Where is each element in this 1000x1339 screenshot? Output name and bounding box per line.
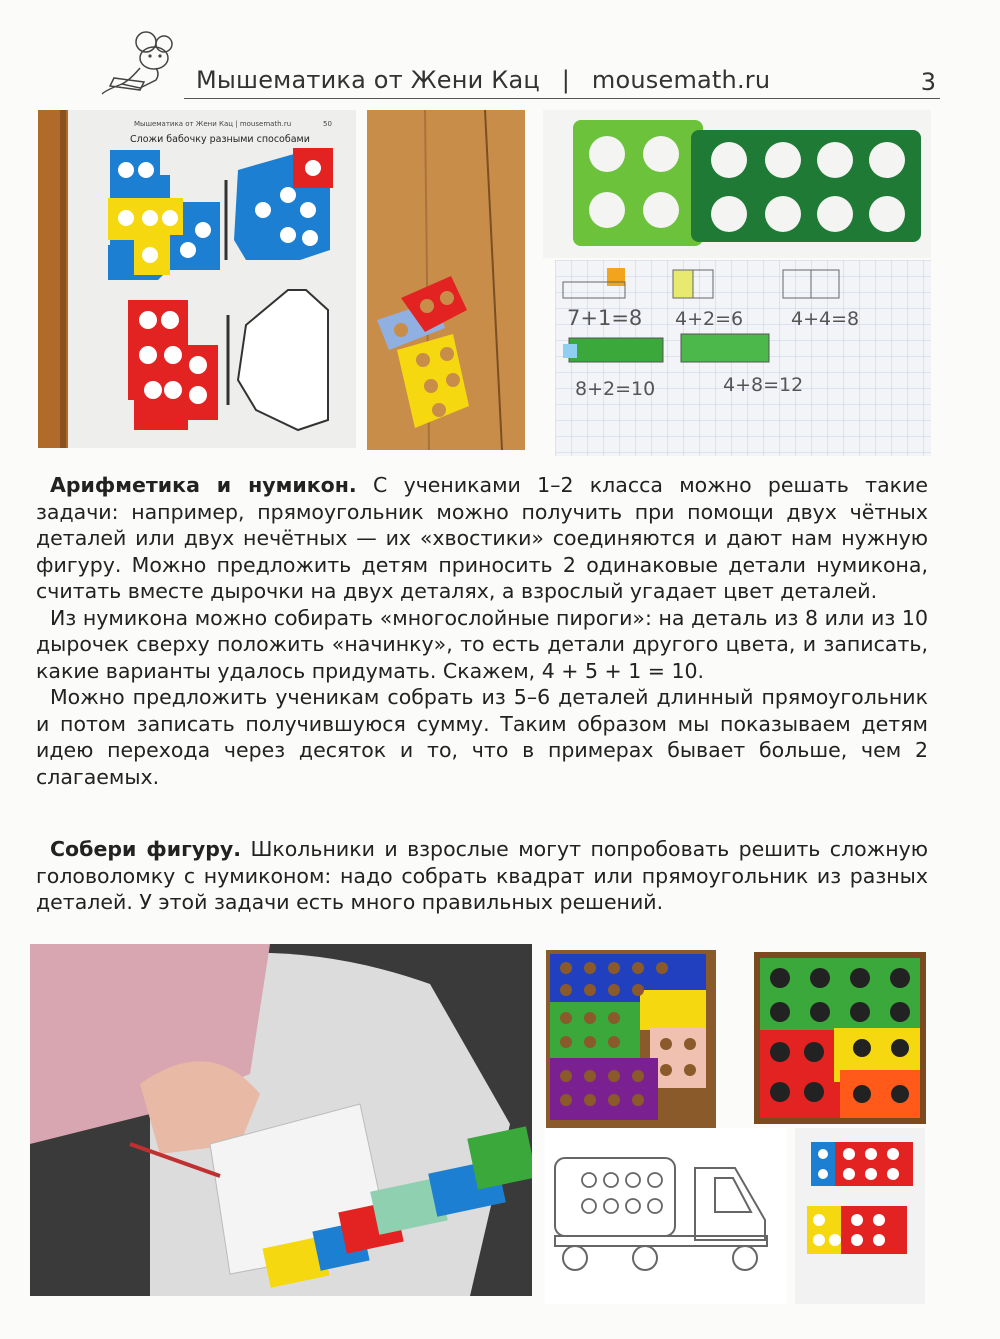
equation-4-2: 4+2=6 <box>675 308 744 330</box>
section-build-figure-heading: Собери фигуру. <box>50 837 242 861</box>
notebook-drawing-photo <box>555 260 931 456</box>
section-build-figure-p1 <box>36 836 928 916</box>
butterfly-worksheet-photo <box>38 110 356 448</box>
green-tiles-photo <box>543 110 931 258</box>
child-drawing-photo <box>30 944 532 1296</box>
mouse-logo-icon <box>100 28 184 98</box>
header-separator: | <box>561 66 571 94</box>
section-arithmetic-p3: Можно предложить ученикам собрать из 5–6 деталей длинный прямоугольник и потом записать получившуюся сумму. Таким образом мы показываем детям идею перехода через десяток и то, что в примерах бывает больше, чем 2 слагаемых. <box>36 685 928 789</box>
section-arithmetic-heading: Арифметика и нумикон. <box>50 473 357 497</box>
page-header <box>100 28 940 108</box>
equation-8-2: 8+2=10 <box>575 378 656 400</box>
small-puzzles-photo <box>795 1128 925 1304</box>
wood-table-photo <box>367 110 525 450</box>
equation-7-1: 7+1=8 <box>567 306 643 330</box>
worksheet-title: Сложи бабочку разными способами <box>130 134 310 145</box>
red-green-square-photo <box>754 952 926 1124</box>
section-arithmetic-p1 <box>36 472 928 605</box>
header-title: Мышематика от Жени Кац <box>196 66 540 94</box>
equation-4-8: 4+8=12 <box>723 374 804 396</box>
equation-4-4: 4+4=8 <box>791 308 860 330</box>
square-puzzle-photo <box>546 950 716 1128</box>
worksheet-small-header: Мышематика от Жени Кац | mousemath.ru <box>134 120 292 128</box>
section-arithmetic-p1-text: С учениками 1–2 класса можно решать такие задачи: например, прямоугольник можно получить при помощи двух чётных деталей или двух нечётных — их «хвостики» соединяются и дают нам нужную фигуру. Можно предложить детям приносить 2 одинаковые детали нумикона, считать вместе дырочки на двух деталях, а взрослый угадает цвет деталей. <box>36 473 928 603</box>
truck-drawing <box>545 1128 787 1304</box>
section-arithmetic <box>36 472 928 790</box>
worksheet-small-page: 50 <box>323 120 332 128</box>
section-build-figure-text: Школьники и взрослые могут попробовать решить сложную головоломку с нумиконом: надо собрать квадрат или прямоугольник из разных деталей. У этой задачи есть много правильных решений. <box>36 837 928 914</box>
header-title-line <box>196 66 770 94</box>
header-rule <box>184 98 940 99</box>
section-arithmetic-p2: Из нумикона можно собирать «многослойные пироги»: на деталь из 8 или из 10 дырочек сверху положить «начинку», то есть детали другого цвета, и записать, какие варианты удалось придумать. Скажем, 4 + 5 + 1 = 10. <box>36 605 928 683</box>
page-number: 3 <box>920 68 936 96</box>
section-build-figure <box>36 836 928 916</box>
header-site: mousemath.ru <box>591 66 771 94</box>
